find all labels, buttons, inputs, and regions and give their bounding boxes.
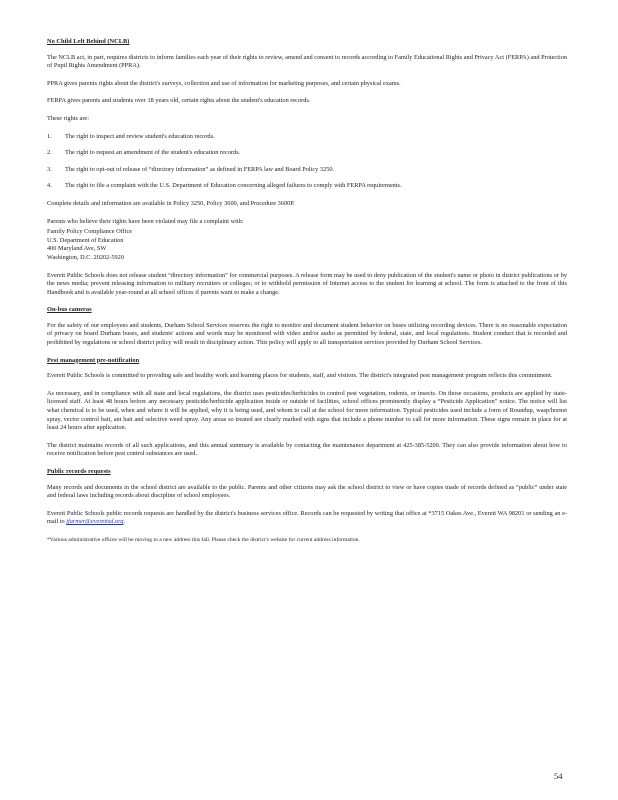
complaint-intro: Parents who believe their rights have been violated may file a complaint with: [47,217,244,225]
details-paragraph: Complete details and information are available in Policy 3250, Policy 3600, and Procedure 3600P. [47,199,295,207]
mailing-address [47,228,567,262]
ppra-paragraph: PPRA gives parents rights about the district's surveys, collection and use of information for marketing purposes, and certain physical exams. [47,79,401,87]
list-item [47,182,567,191]
list-item-number: 2. [47,149,52,157]
section-heading-nclb: No Child Left Behind (NCLB) [47,38,130,45]
address-line-4: Washington, D.C. 20202-5920 [47,253,124,261]
public-records-paragraph-1: Many records and documents in the school district are available to the public. Parents and other citizens may ask the school district to view or have copies made of records defined as “public” under state and federal laws including records about discipline of school employees. [47,483,567,500]
list-item-number: 1. [47,132,52,140]
directory-release-paragraph: Everett Public Schools does not release student “directory information” for commercial purposes. A release form may be used to deny publication of the student's name or photo in district publications or by the news media; prevent releasing information to military recruiters or colleges; or to withhold permission of Internet access to the student for learning at school. The form is attached to the front of this Handbook and is available year-round at all school offices if parents want to make a change. [47,271,567,296]
pest-paragraph-3: The district maintains records of all such applications, and this annual summary is available by contacting the maintenance department at 425-385-5200. They can also provide information about how to receive notification before pest control substances are used. [47,441,567,458]
list-item-number: 4. [47,182,52,190]
rights-intro: These rights are: [47,114,89,122]
public-records-paragraph-2 [47,510,567,527]
cameras-paragraph: For the safety of our employees and students, Durham School Services reserves the right to monitor and document student behavior on buses utilizing recording devices. There is no reasonable expectation of privacy on board Durham buses, and students' actions and words may be monitored with video and/or audio as permitted by federal, state, and local regulations. Student conduct that is recorded and prohibited by regulations or school district policy will result in disciplinary action. This policy will apply to all transportation services provided by Durham School Services. [47,321,567,347]
section-heading-pest: Pest management pre-notification [47,356,140,364]
section-heading-cameras: On-bus cameras [47,306,92,314]
section-heading-public-records: Public records requests [47,468,111,475]
list-item [47,133,567,142]
public-records-text: Everett Public Schools public records requests are handled by the district's business services office. Records can be requested by writing that office at *3715 Oakes Ave., Everett WA 98201 or sending an e-mail to [47,509,567,526]
ferpa-paragraph: FERPA gives parents and students over 18 years old, certain rights about the student's education records. [47,97,311,105]
email-link[interactable]: jfarmer@everettsd.org [66,518,124,526]
nclb-paragraph-1: The NCLB act, in part, requires districts to inform families each year of their rights to review, amend and consent to records according to Family Educational Rights and Privacy Act (FERPA) and Protection of Pupil Rights Amendment (PPRA). [47,53,567,70]
list-item-text: The right to request an amendment of the student's education records. [65,149,241,157]
page-number: 54 [554,771,563,781]
sentence-end: . [123,518,126,526]
list-item [47,149,567,158]
list-item-number: 3. [47,165,52,173]
pest-paragraph-2: As necessary, and in compliance with all state and local regulations, the district uses pesticides/herbicides to control pest vegetation, rodents, or insects. On those occasions, products are applied by state-licensed staff. At least 48 hours before any necessary pesticide/herbicide application inside or outside of facilities, school offices prominently display a “Pesticide Application” notice. The notice will list what chemical is to be used, when and where it will be applied, why it is being used, and whom to call at the school for more information. Typical pesticides used include a form of Roundup, wasp/hornet spray, vector control bait, ant bait and selective weed spray. Any areas so treated are clearly marked with signs that include a phone number to call for more information. These signs remain in place for at least 24 hours after application. [47,389,567,432]
page-content [47,38,567,554]
address-line-1: Family Policy Compliance Office [47,228,133,236]
address-line-3: 400 Maryland Ave, SW [47,245,107,253]
list-item [47,166,567,175]
footnote: *Various administrative offices will be moving to a new address this fall. Please check the district's website for current address information. [47,536,360,543]
list-item-text: The right to inspect and review student's education records. [65,132,215,140]
address-line-2: U.S. Department of Education [47,236,124,244]
list-item-text: The right to file a complaint with the U.S. Department of Education concerning alleged failures to comply with FERPA requirements. [65,182,402,190]
list-item-text: The right to opt-out of release of “directory information” as defined in FERPA law and Board Policy 3250. [65,165,335,173]
pest-paragraph-1: Everett Public Schools is committed to providing safe and healthy work and learning places for students, staff, and visitors. The district's integrated pest management program reflects this commitment. [47,372,553,380]
rights-list [47,133,567,191]
